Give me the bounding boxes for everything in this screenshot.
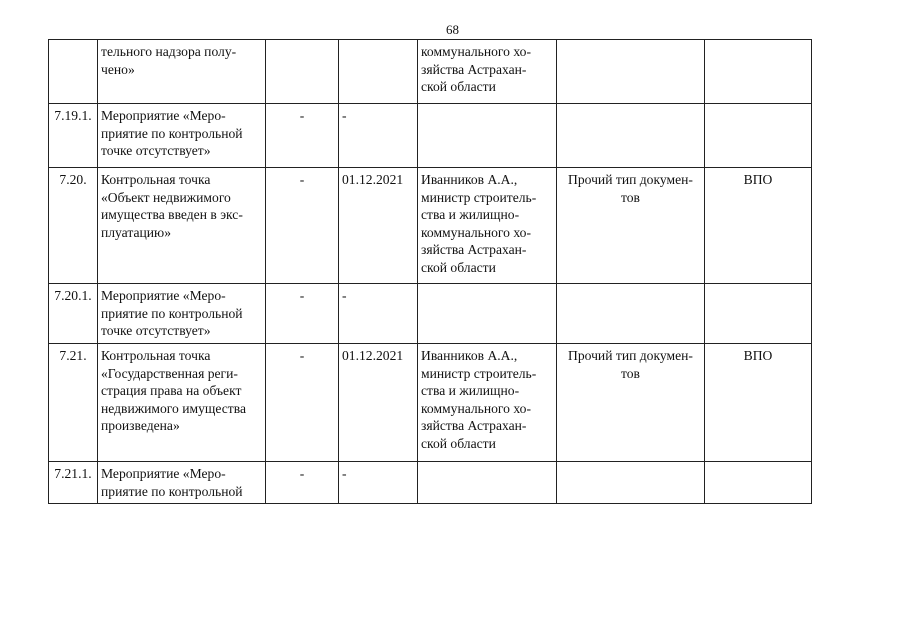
cell-responsible [418, 104, 557, 168]
page-number: 68 [446, 22, 459, 37]
cell-code [705, 40, 812, 104]
table-row [49, 462, 812, 504]
cell-document-type [557, 168, 705, 284]
cell-description [98, 40, 266, 104]
cell-description [98, 168, 266, 284]
cell-text-line: чено» [101, 61, 135, 77]
cell-date [339, 284, 418, 344]
cell-code [705, 168, 812, 284]
cell-text: ВПО [743, 172, 773, 187]
cell-date [339, 104, 418, 168]
cell-column-3 [266, 168, 339, 284]
cell-text-line: Иванников А.А., [421, 172, 518, 187]
cell-text-line: министр строитель- [421, 365, 537, 381]
cell-date [339, 168, 418, 284]
cell-text: 01.12.2021 [342, 172, 404, 187]
cell-code [705, 462, 812, 504]
cell-description [98, 104, 266, 168]
cell-text-line: коммунального хо- [421, 400, 531, 416]
cell-number [49, 344, 98, 462]
cell-text-line: зяйства Астрахан- [421, 242, 527, 257]
cell-responsible [418, 168, 557, 284]
cell-text-line: Прочий тип докумен- [568, 348, 693, 363]
table-row [49, 344, 812, 462]
cell-text: - [299, 172, 305, 187]
cell-text-line: зяйства Астрахан- [421, 61, 527, 77]
table-row [49, 104, 812, 168]
cell-text: - [342, 288, 347, 303]
cell-number [49, 104, 98, 168]
cell-text-line: «Объект недвижимого [101, 189, 231, 205]
cell-text-line: Мероприятие «Меро- [101, 466, 226, 481]
cell-text-line: коммунального хо- [421, 44, 531, 59]
cell-description [98, 344, 266, 462]
cell-number [49, 462, 98, 504]
cell-code [705, 104, 812, 168]
cell-code [705, 284, 812, 344]
cell-text-line: ской области [421, 259, 496, 275]
cell-text-line: ской области [421, 79, 496, 94]
cell-document-type [557, 104, 705, 168]
cell-description [98, 462, 266, 504]
cell-text-line: страция права на объект [101, 383, 242, 398]
cell-description [98, 284, 266, 344]
cell-code [705, 344, 812, 462]
cell-document-type [557, 284, 705, 344]
cell-text-line: приятие по контрольной [101, 483, 243, 499]
cell-text: 7.20.1. [54, 288, 92, 303]
cell-column-3 [266, 284, 339, 344]
cell-responsible [418, 40, 557, 104]
cell-text: 7.19.1. [54, 108, 92, 123]
cell-responsible [418, 284, 557, 344]
cell-text-line: «Государственная реги- [101, 365, 238, 381]
cell-text-line: Контрольная точка [101, 172, 211, 187]
cell-text-line: ства и жилищно- [421, 207, 520, 222]
cell-date [339, 462, 418, 504]
cell-text-line: Иванников А.А., [421, 348, 518, 363]
cell-text: 01.12.2021 [342, 348, 404, 363]
cell-text-line: имущества введен в экс- [101, 207, 243, 222]
cell-text: - [299, 466, 305, 481]
cell-text-line: приятие по контрольной [101, 305, 243, 321]
cell-text-line: министр строитель- [421, 189, 537, 205]
cell-text-line: Контрольная точка [101, 348, 211, 363]
cell-date [339, 40, 418, 104]
cell-number [49, 284, 98, 344]
cell-text-line: коммунального хо- [421, 224, 531, 240]
table-row [49, 168, 812, 284]
cell-text-line: произведена» [101, 418, 180, 433]
table-row [49, 40, 812, 104]
cell-text-line: плуатацию» [101, 224, 171, 240]
cell-text: 7.21. [59, 348, 87, 363]
cell-text-line: зяйства Астрахан- [421, 418, 527, 433]
cell-responsible [418, 462, 557, 504]
cell-text: - [299, 108, 305, 123]
cell-text-line: тельного надзора полу- [101, 44, 237, 59]
cell-column-3 [266, 104, 339, 168]
cell-text-line: Мероприятие «Меро- [101, 108, 226, 123]
cell-text-line: ской области [421, 435, 496, 451]
cell-number [49, 40, 98, 104]
cell-text: 7.21.1. [54, 466, 92, 481]
cell-text-line: точке отсутствует» [101, 323, 211, 338]
cell-text-line: ства и жилищно- [421, 383, 520, 398]
cell-text-line: тов [621, 189, 640, 205]
cell-text: - [342, 466, 347, 481]
cell-text: 7.20. [59, 172, 87, 187]
cell-text-line: недвижимого имущества [101, 400, 246, 416]
cell-column-3 [266, 344, 339, 462]
control-points-table [48, 39, 812, 504]
cell-text: - [299, 288, 305, 303]
cell-text-line: Прочий тип докумен- [568, 172, 693, 187]
cell-text-line: тов [621, 365, 640, 381]
cell-text-line: Мероприятие «Меро- [101, 288, 226, 303]
cell-responsible [418, 344, 557, 462]
cell-text: ВПО [743, 348, 773, 363]
cell-column-3 [266, 462, 339, 504]
cell-text-line: приятие по контрольной [101, 125, 243, 141]
cell-text-line: точке отсутствует» [101, 143, 211, 158]
cell-document-type [557, 40, 705, 104]
table-row [49, 284, 812, 344]
cell-document-type [557, 462, 705, 504]
cell-text: - [342, 108, 347, 123]
cell-column-3 [266, 40, 339, 104]
cell-number [49, 168, 98, 284]
cell-text: - [299, 348, 305, 363]
cell-document-type [557, 344, 705, 462]
cell-date [339, 344, 418, 462]
